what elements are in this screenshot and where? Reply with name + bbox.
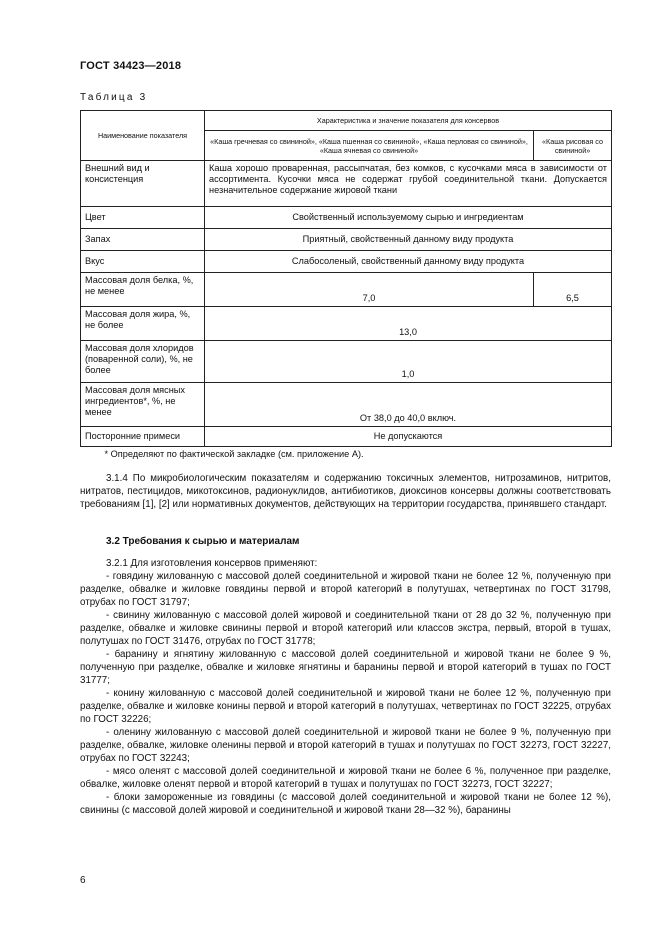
section-3-2-1 [80, 557, 611, 817]
row-name-protein: Массовая доля белка, %, не менее [81, 273, 205, 307]
list-item: - мясо оленят с массовой долей соединительной и жировой ткани не более 6 %, полученное при разделке, обвалке, жиловке оленят первой и второй категорий в тушах и полутушах по ГОСТ 32273, ГОСТ 32227; [80, 766, 611, 790]
row-value-taste: Слабосоленый, свойственный данному виду продукта [205, 251, 612, 273]
row-value-chlorides: 1,0 [205, 341, 612, 383]
col2-header: «Каша рисовая со свининой» [534, 131, 612, 161]
row-value-protein-2: 6,5 [534, 273, 612, 307]
row-value-appearance: Каша хорошо проваренная, рассыпчатая, без комков, с кусочками мяса в зависимости от ассортимента. Кусочки мяса не содержат грубой соединительной ткани. Допускается незначительное содержание жировой ткани [205, 161, 612, 207]
row-name-chlorides: Массовая доля хлоридов (поваренной соли), %, не более [81, 341, 205, 383]
row-value-protein-1: 7,0 [205, 273, 534, 307]
row-name-impurities: Посторонние примеси [81, 427, 205, 447]
list-item: - баранину и ягнятину жилованную с массовой долей соединительной и жировой ткани не более 9 %, полученную при разделке, обвалке и жиловке ягнятины и баранины первой и второй категорий в тушах по ГОСТ 31777; [80, 649, 611, 686]
row-value-fat: 13,0 [205, 307, 612, 341]
section-heading-3-2: 3.2 Требования к сырью и материалам [106, 536, 300, 547]
table-caption: Таблица 3 [80, 92, 148, 103]
paragraph-3-1-4: 3.1.4 По микробиологическим показателям и содержанию токсичных элементов, нитрозаминов, нитритов, нитратов, пестицидов, микотоксинов, радионуклидов, антибиотиков, диоксинов консервы должны соответствовать требованиям [1], [2] или нормативных документов, действующих на территории государства, принявшего стандарт. [80, 473, 611, 510]
row-value-color: Свойственный используемому сырью и ингредиентам [205, 207, 612, 229]
paragraph-3-2-1-intro: 3.2.1 Для изготовления консервов применяют: [106, 558, 318, 569]
list-item: - свинину жилованную с массовой долей жировой и соединительной ткани от 28 до 32 %, полученную при разделке, обвалке и жиловке свинины первой и второй категорий или классов экстра, первый, второй в тушах, полутушах по ГОСТ 31476, отрубах по ГОСТ 31778; [80, 610, 611, 647]
list-item: - блоки замороженные из говядины (с массовой долей соединительной и жировой ткани не более 12 %), свинины (с массовой долей жировой и соединительной и жировой ткани 28—32 %), баранины [80, 792, 611, 816]
section-3-1-4 [80, 472, 611, 511]
row-name-smell: Запах [81, 229, 205, 251]
row-value-smell: Приятный, свойственный данному виду продукта [205, 229, 612, 251]
row-name-taste: Вкус [81, 251, 205, 273]
row-name-fat: Массовая доля жира, %, не более [81, 307, 205, 341]
spec-table [80, 110, 612, 465]
row-value-impurities: Не допускаются [205, 427, 612, 447]
list-item: - оленину жилованную с массовой долей соединительной и жировой ткани не более 9 %, полученную при разделке, обвалке, жиловке оленины первой и второй категорий в тушах и полутушах по ГОСТ 32273, ГОСТ 32227, отрубах по ГОСТ 32243; [80, 727, 611, 764]
list-item: - говядину жилованную с массовой долей соединительной и жировой ткани не более 12 %, полученную при разделке, обвалке и жиловке говядины первой и второй категорий в полутушах, четвертинах по ГОСТ 31798, отрубах по ГОСТ 31797; [80, 571, 611, 608]
row-name-meat-ingredients: Массовая доля мясных ингредиентов*, %, не менее [81, 383, 205, 427]
list-item: - конину жилованную с массовой долей соединительной и жировой ткани не более 12 %, полученную при разделке, обвалке и жиловке конины первой и второй категорий в полутушах, четвертинах по ГОСТ 32225, отрубах по ГОСТ 32226; [80, 688, 611, 725]
col-name-header: Наименование показателя [81, 111, 205, 161]
row-name-color: Цвет [81, 207, 205, 229]
group-header: Характеристика и значение показателя для консервов [205, 111, 612, 131]
row-value-meat-ingredients: От 38,0 до 40,0 включ. [205, 383, 612, 427]
page-number: 6 [80, 875, 86, 886]
col1-header: «Каша гречневая со свининой», «Каша пшенная со свининой», «Каша перловая со свининой», «Каша ячневая со свининой» [205, 131, 534, 161]
standard-header: ГОСТ 34423—2018 [80, 60, 182, 72]
row-name-appearance: Внешний вид и консистенция [81, 161, 205, 207]
table-footnote: * Определяют по фактической закладке (см. приложение А). [81, 447, 612, 465]
